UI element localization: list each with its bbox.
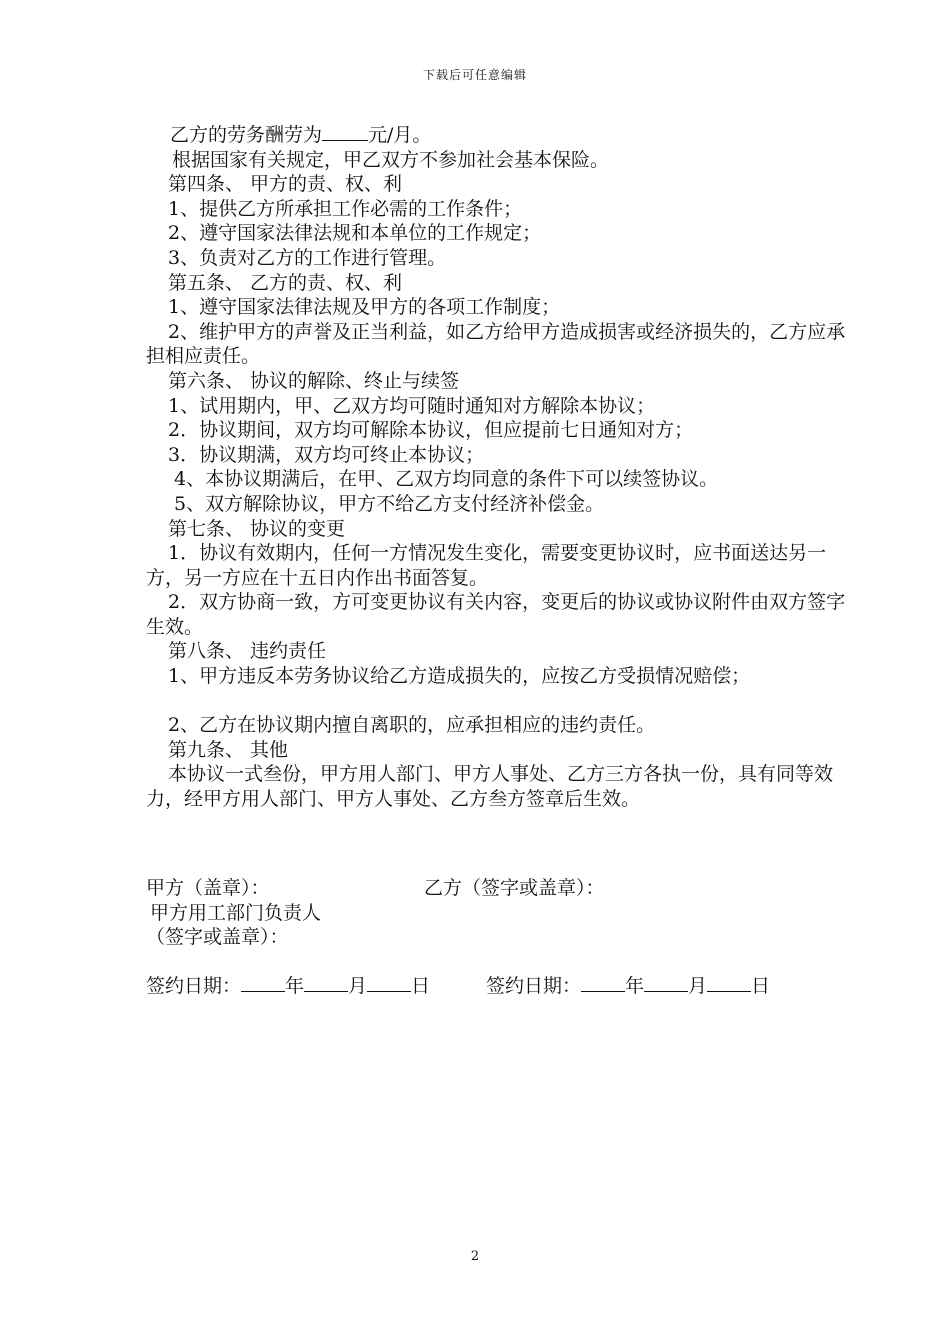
list-item: 1、提供乙方所承担工作必需的工作条件；	[168, 197, 523, 220]
article-heading-5: 第五条、 乙方的责、权、利	[168, 271, 403, 294]
list-item: 1、遵守国家法律法规及甲方的各项工作制度；	[168, 296, 561, 319]
list-item: 5、双方解除协议，甲方不给乙方支付经济补偿金。	[174, 492, 605, 515]
year-label: 年	[285, 975, 305, 997]
list-item: 3、负责对乙方的工作进行管理。	[168, 246, 447, 269]
blank-line	[146, 689, 846, 714]
document-body	[146, 122, 846, 812]
article-heading-6: 第六条、 协议的解除、终止与续签	[168, 369, 460, 392]
list-item: 1．协议有效期内，任何一方情况发生变化，需要变更协议时，应书面送达另一方，另一方应在十五日内作出书面答复。	[146, 542, 827, 589]
list-item: 2．协议期间，双方均可解除本协议，但应提前七日通知对方；	[168, 419, 694, 442]
month-blank	[304, 973, 348, 992]
list-item: 2、遵守国家法律法规和本单位的工作规定；	[168, 222, 542, 245]
paragraph: 根据国家有关规定，甲乙双方不参加社会基本保险。	[172, 148, 610, 171]
list-item: 3．协议期满，双方均可终止本协议；	[168, 443, 485, 466]
list-item: 2、维护甲方的声誉及正当利益，如乙方给甲方造成损害或经济损失的，乙方应承担相应责任。	[146, 320, 846, 368]
month-blank	[644, 973, 688, 992]
month-label: 月	[348, 975, 368, 997]
list-item: 2．双方协商一致，方可变更协议有关内容，变更后的协议或协议附件由双方签字生效。	[146, 591, 846, 638]
day-blank	[367, 973, 411, 992]
page-number: 2	[470, 1249, 480, 1264]
dept-head-label: 甲方用工部门负责人	[150, 902, 322, 924]
salary-suffix: 元/月。	[368, 124, 432, 146]
date-line-b	[486, 971, 770, 998]
list-item: 1、试用期内，甲、乙双方均可随时通知对方解除本协议；	[168, 394, 656, 417]
year-blank	[581, 973, 625, 992]
salary-blank	[322, 122, 368, 141]
article-heading-4: 第四条、 甲方的责、权、利	[168, 173, 403, 196]
day-label: 日	[411, 975, 431, 997]
day-blank	[707, 973, 751, 992]
date-line-a	[146, 971, 430, 998]
article-heading-8: 第八条、 违约责任	[168, 640, 327, 663]
year-label: 年	[625, 975, 645, 997]
month-label: 月	[688, 975, 708, 997]
list-item: 2、乙方在协议期内擅自离职的，应承担相应的违约责任。	[168, 714, 656, 737]
party-a-seal: 甲方（盖章）：	[146, 877, 270, 899]
salary-line	[146, 122, 846, 148]
day-label: 日	[751, 975, 771, 997]
year-blank	[241, 973, 285, 992]
list-item: 1、甲方违反本劳务协议给乙方造成损失的，应按乙方受损情况赔偿；	[168, 665, 751, 688]
paragraph: 本协议一式叁份，甲方用人部门、甲方人事处、乙方三方各执一份，具有同等效力，经甲方用人部门、甲方人事处、乙方叁方签章后生效。	[146, 763, 834, 811]
page-header: 下载后可任意编辑	[422, 68, 527, 82]
article-heading-7: 第七条、 协议的变更	[168, 517, 346, 540]
list-item: 4、本协议期满后，在甲、乙双方均同意的条件下可以续签协议。	[174, 468, 719, 491]
sign-or-seal-label: （签字或盖章）：	[146, 926, 289, 948]
salary-prefix: 乙方的劳务酬劳为	[170, 124, 323, 146]
article-heading-9: 第九条、 其他	[168, 738, 289, 761]
date-label: 签约日期：	[146, 975, 242, 997]
date-label: 签约日期：	[486, 975, 582, 997]
party-b-seal: 乙方（签字或盖章）：	[424, 877, 605, 899]
